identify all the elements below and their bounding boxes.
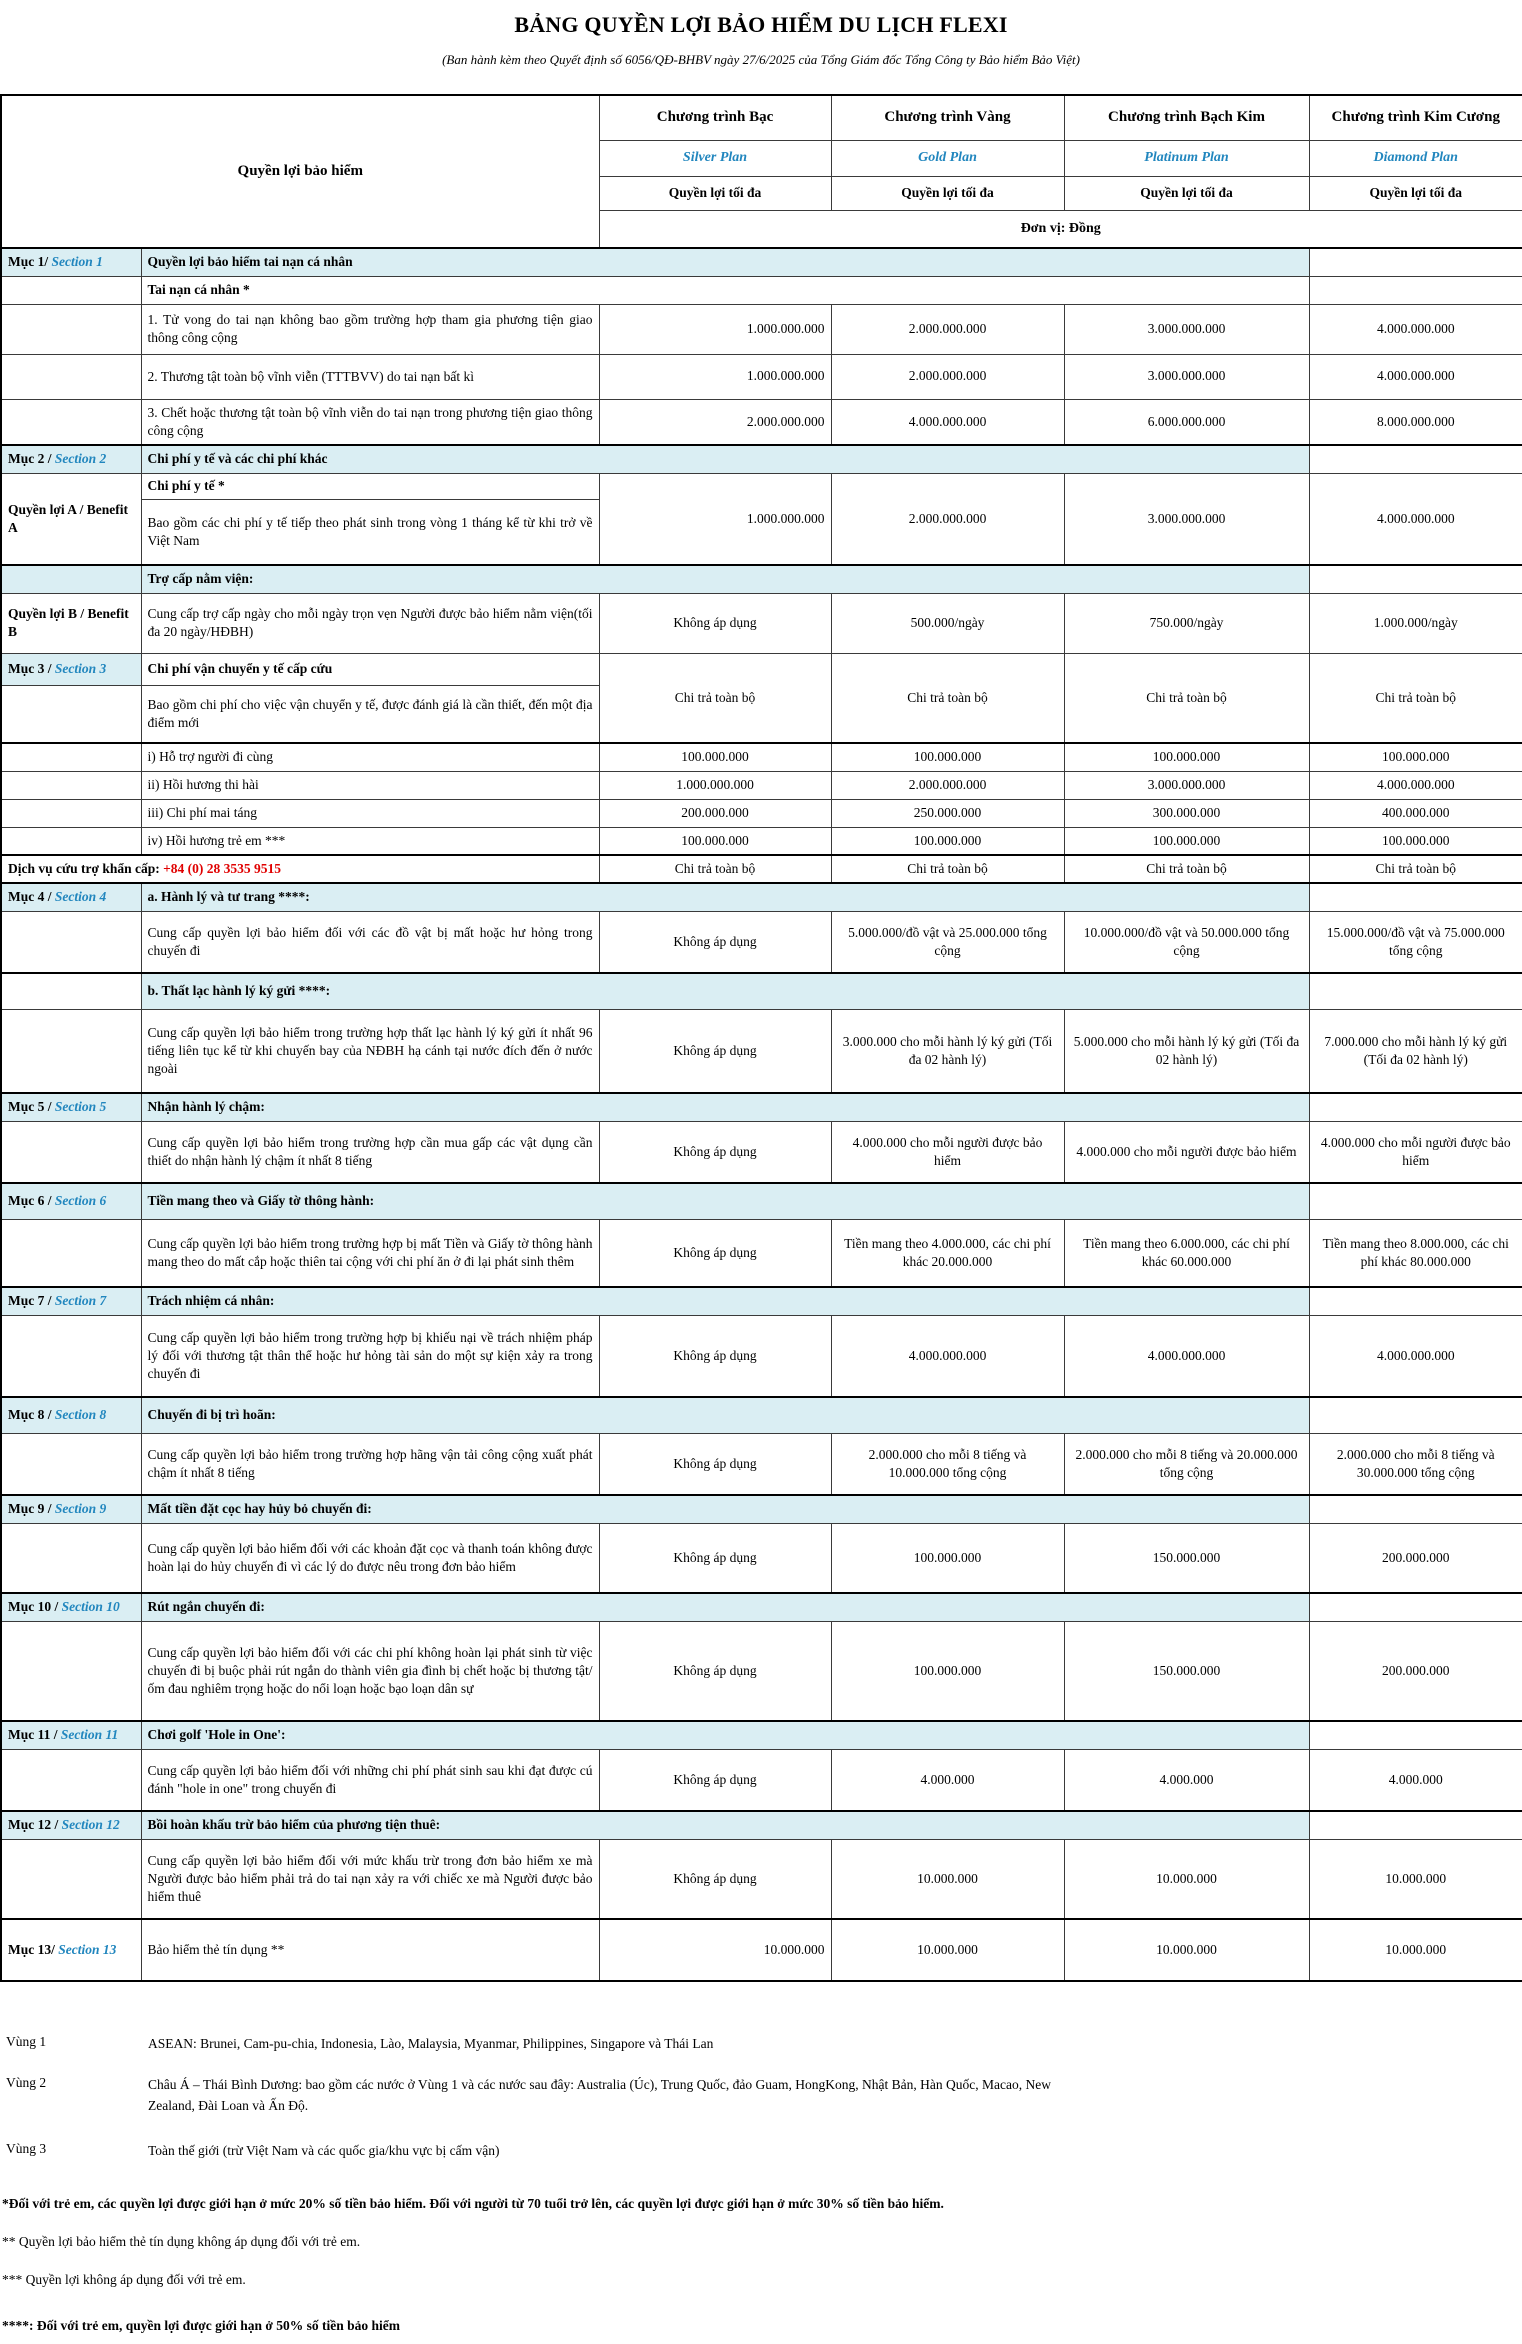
section-title: Chi phí y tế và các chi phí khác (141, 445, 1309, 473)
value-platinum: Chi trả toàn bộ (1064, 653, 1309, 743)
section-title: Tiền mang theo và Giấy tờ thông hành: (141, 1183, 1309, 1219)
value-diamond: 100.000.000 (1309, 827, 1522, 855)
value-silver: Chi trả toàn bộ (599, 653, 831, 743)
value-gold: Tiền mang theo 4.000.000, các chi phí khác 20.000.000 (831, 1219, 1064, 1287)
value-gold: 4.000.000.000 (831, 1315, 1064, 1397)
value-diamond: 10.000.000 (1309, 1839, 1522, 1919)
max-benefit-label: Quyền lợi tối đa (599, 176, 831, 210)
plan-header-silver: Chương trình Bạc (599, 95, 831, 140)
empty-cell (1, 1121, 141, 1183)
benefit-row (1, 593, 1522, 653)
emergency-phone: +84 (0) 28 3535 9515 (163, 861, 282, 876)
page-subtitle: (Ban hành kèm theo Quyết định số 6056/QĐ-BHBV ngày 27/6/2025 của Tổng Giám đốc Tổng Công ty Bảo hiểm Bảo Việt) (442, 52, 1080, 67)
value-gold: 5.000.000/đồ vật và 25.000.000 tổng cộng (831, 911, 1064, 973)
value-diamond: 7.000.000 cho mỗi hành lý ký gửi (Tối đa 02 hành lý) (1309, 1009, 1522, 1093)
region-text: Châu Á – Thái Bình Dương: bao gồm các nước ở Vùng 1 và các nước sau đây: Australia (Úc), Trung Quốc, đảo Guam, HongKong, Nhật Bản, Hàn Quốc, Macao, New Zealand, Đài Loan và Ấn Độ. (148, 2076, 1051, 2113)
plan-header-gold-en: Gold Plan (831, 140, 1064, 176)
value-gold: 2.000.000.000 (831, 354, 1064, 399)
section-row (1, 1811, 1522, 1839)
value-diamond: Chi trả toàn bộ (1309, 855, 1522, 883)
item-row (1, 827, 1522, 855)
section-text: Section 4 (54, 889, 107, 905)
benefit-row (1, 304, 1522, 354)
empty-cell (1, 304, 141, 354)
footnote-3star: *** Quyền lợi không áp dụng đối với trẻ em. (2, 2271, 246, 2287)
value-gold: 2.000.000 cho mỗi 8 tiếng và 10.000.000 tổng cộng (831, 1433, 1064, 1495)
footnote-4star: ****: Đối với trẻ em, quyền lợi được giới hạn ở 50% số tiền bảo hiểm (2, 2317, 400, 2333)
section-text: Section 13 (58, 1942, 117, 1957)
muc-text: Mục 12 / (8, 1817, 59, 1833)
section-title: a. Hành lý và tư trang ****: (141, 883, 1309, 911)
benefit-desc: Cung cấp quyền lợi bảo hiểm đối với mức khấu trừ trong đơn bảo hiểm xe mà Người được bảo hiểm phải trả do tai nạn xảy ra với chiếc xe mà Người được bảo hiểm thuê (141, 1839, 599, 1919)
empty-cell (1, 911, 141, 973)
region-label: Vùng 2 (6, 2074, 47, 2090)
value-platinum: 10.000.000 (1064, 1919, 1309, 1981)
region-text: ASEAN: Brunei, Cam-pu-chia, Indonesia, Lào, Malaysia, Myanmar, Philippines, Singapore và Thái Lan (148, 2036, 714, 2051)
value-gold: 2.000.000.000 (831, 304, 1064, 354)
empty-cell (1, 1839, 141, 1919)
value-diamond: 200.000.000 (1309, 1523, 1522, 1593)
benefit-desc: Bao gồm các chi phí y tế tiếp theo phát sinh trong vòng 1 tháng kể từ khi trở về Việt Nam (141, 499, 599, 565)
item-row (1, 771, 1522, 799)
value-diamond: 4.000.000.000 (1309, 473, 1522, 565)
benefit-desc: Cung cấp quyền lợi bảo hiểm trong trường hợp bị mất Tiền và Giấy tờ thông hành mang theo do mất cắp hoặc thiên tai cộng với chi phí ăn ở đi lại phát sinh thêm (141, 1219, 599, 1287)
empty-cell (1309, 1593, 1522, 1621)
section-title: Quyền lợi bảo hiểm tai nạn cá nhân (141, 248, 1309, 276)
empty-cell (1, 1009, 141, 1093)
value-diamond: 4.000.000 (1309, 1749, 1522, 1811)
value-platinum: 3.000.000.000 (1064, 354, 1309, 399)
section-title: Rút ngắn chuyến đi: (141, 1593, 1309, 1621)
benefit-head-row (1, 653, 1522, 685)
group-title: Tai nạn cá nhân * (141, 276, 1309, 304)
empty-cell (1309, 1093, 1522, 1121)
table-body (1, 248, 1522, 1981)
value-gold: 250.000.000 (831, 799, 1064, 827)
empty-cell (1309, 1495, 1522, 1523)
empty-cell (1, 1621, 141, 1721)
value-gold: 10.000.000 (831, 1839, 1064, 1919)
value-platinum: 5.000.000 cho mỗi hành lý ký gửi (Tối đa 02 hành lý) (1064, 1009, 1309, 1093)
empty-cell (1309, 1811, 1522, 1839)
muc-text: Mục 9 / (8, 1501, 52, 1517)
legend-row-region-3 (0, 2141, 1522, 2162)
benefit-desc: Bảo hiểm thẻ tín dụng ** (141, 1919, 599, 1981)
regions-legend (0, 2034, 1522, 2162)
benefit-head: Chi phí y tế * (141, 473, 599, 499)
value-diamond: 4.000.000.000 (1309, 1315, 1522, 1397)
section-text: Section 2 (54, 451, 107, 467)
value-gold: 4.000.000 (831, 1749, 1064, 1811)
benefit-desc: Cung cấp quyền lợi bảo hiểm trong trường hợp bị khiếu nại về trách nhiệm pháp lý đối với thương tật thân thể hoặc hư hỏng tài sản do một sự kiện xảy ra trong chuyến đi (141, 1315, 599, 1397)
emergency-cell (1, 855, 599, 883)
benefit-row (1, 399, 1522, 445)
muc-text: Mục 13/ (8, 1942, 55, 1957)
benefit-desc: Bao gồm chi phí cho việc vận chuyển y tế, được đánh giá là cần thiết, đến một địa điểm mới (141, 685, 599, 743)
empty-cell (1, 685, 141, 743)
benefit-desc: 2. Thương tật toàn bộ vĩnh viễn (TTTBVV) do tai nạn bất kì (141, 354, 599, 399)
muc-text: Mục 5 / (8, 1099, 52, 1115)
value-gold: 4.000.000.000 (831, 399, 1064, 445)
value-silver: Không áp dụng (599, 1121, 831, 1183)
empty-cell (1, 827, 141, 855)
empty-cell (1, 1523, 141, 1593)
max-benefit-label: Quyền lợi tối đa (1309, 176, 1522, 210)
section-title: Nhận hành lý chậm: (141, 1093, 1309, 1121)
benefit-row (1, 1009, 1522, 1093)
section-label-cell (1, 653, 141, 685)
section-label-cell (1, 1397, 141, 1433)
value-platinum: 3.000.000.000 (1064, 473, 1309, 565)
emergency-label: Dịch vụ cứu trợ khẩn cấp: (8, 861, 160, 876)
page-title: BẢNG QUYỀN LỢI BẢO HIỂM DU LỊCH FLEXI (514, 12, 1008, 37)
unit-label: Đơn vị: Đồng (599, 210, 1522, 248)
section-row (1, 1287, 1522, 1315)
benefit-head-row (1, 473, 1522, 499)
value-gold: 4.000.000 cho mỗi người được bảo hiểm (831, 1121, 1064, 1183)
section-label-cell (1, 1093, 141, 1121)
benefit-letter-label: Quyền lợi B / Benefit B (1, 593, 141, 653)
empty-cell (1, 354, 141, 399)
section-text: Section 9 (54, 1501, 107, 1517)
empty-cell (1309, 1287, 1522, 1315)
empty-cell (1309, 883, 1522, 911)
subsection-title: b. Thất lạc hành lý ký gửi ****: (141, 973, 1309, 1009)
value-diamond: 2.000.000 cho mỗi 8 tiếng và 30.000.000 tổng cộng (1309, 1433, 1522, 1495)
value-silver: Không áp dụng (599, 1621, 831, 1721)
benefit-column-title: Quyền lợi bảo hiểm (1, 95, 599, 248)
empty-cell (1, 799, 141, 827)
benefits-table (0, 94, 1522, 1982)
value-platinum: 300.000.000 (1064, 799, 1309, 827)
section-text: Section 1 (51, 254, 103, 270)
value-diamond: Chi trả toàn bộ (1309, 653, 1522, 743)
value-gold: Chi trả toàn bộ (831, 653, 1064, 743)
benefit-row (1, 354, 1522, 399)
subsection-row (1, 565, 1522, 593)
section-row (1, 1495, 1522, 1523)
empty-cell (1, 1433, 141, 1495)
section-row (1, 1183, 1522, 1219)
value-silver: 100.000.000 (599, 743, 831, 771)
value-platinum: 750.000/ngày (1064, 593, 1309, 653)
legend-row-region-2 (0, 2075, 1522, 2117)
max-benefit-label: Quyền lợi tối đa (1064, 176, 1309, 210)
value-silver: Không áp dụng (599, 1433, 831, 1495)
benefit-row (1, 1919, 1522, 1981)
benefit-desc: Cung cấp quyền lợi bảo hiểm đối với những chi phí phát sinh sau khi đạt được cú đánh "hole in one" trong chuyến đi (141, 1749, 599, 1811)
value-silver: Không áp dụng (599, 1749, 831, 1811)
empty-cell (1309, 973, 1522, 1009)
value-gold: 100.000.000 (831, 743, 1064, 771)
section-text: Section 6 (54, 1193, 107, 1209)
benefit-desc: iv) Hồi hương trẻ em *** (141, 827, 599, 855)
section-title: Mất tiền đặt cọc hay hủy bỏ chuyến đi: (141, 1495, 1309, 1523)
value-silver: Không áp dụng (599, 1315, 831, 1397)
empty-cell (1, 771, 141, 799)
section-title: Trách nhiệm cá nhân: (141, 1287, 1309, 1315)
section-title: Bồi hoàn khấu trừ bảo hiểm của phương tiện thuê: (141, 1811, 1309, 1839)
muc-text: Mục 1/ (8, 254, 49, 270)
benefit-row (1, 1219, 1522, 1287)
value-gold: 2.000.000.000 (831, 473, 1064, 565)
benefit-desc: i) Hỗ trợ người đi cùng (141, 743, 599, 771)
section-row (1, 883, 1522, 911)
benefit-desc: ii) Hồi hương thi hài (141, 771, 599, 799)
value-silver: 2.000.000.000 (599, 399, 831, 445)
value-platinum: 4.000.000 (1064, 1749, 1309, 1811)
benefit-row (1, 1433, 1522, 1495)
value-gold: 100.000.000 (831, 1523, 1064, 1593)
value-platinum: 3.000.000.000 (1064, 771, 1309, 799)
empty-cell (1309, 276, 1522, 304)
section-row (1, 1397, 1522, 1433)
plan-header-platinum: Chương trình Bạch Kim (1064, 95, 1309, 140)
section-text: Section 11 (60, 1727, 119, 1743)
max-benefit-label: Quyền lợi tối đa (831, 176, 1064, 210)
value-diamond: 8.000.000.000 (1309, 399, 1522, 445)
muc-text: Mục 2 / (8, 451, 52, 467)
empty-cell (1309, 565, 1522, 593)
value-silver: Không áp dụng (599, 911, 831, 973)
benefit-row (1, 1621, 1522, 1721)
value-platinum: 10.000.000/đồ vật và 50.000.000 tổng cộng (1064, 911, 1309, 973)
value-silver: Không áp dụng (599, 593, 831, 653)
value-diamond: Tiền mang theo 8.000.000, các chi phí khác 80.000.000 (1309, 1219, 1522, 1287)
plan-header-gold: Chương trình Vàng (831, 95, 1064, 140)
plan-header-diamond: Chương trình Kim Cương (1309, 95, 1522, 140)
value-diamond: 200.000.000 (1309, 1621, 1522, 1721)
footnotes (0, 2196, 1522, 2334)
benefit-desc: Cung cấp quyền lợi bảo hiểm đối với các chi phí không hoàn lại phát sinh từ việc chuyến đi bị buộc phải rút ngắn do thành viên gia đình bị chết hoặc bị thương tật/ốm đau nghiêm trọng hoặc do nổi loạn hoặc bạo loạn dân sự (141, 1621, 599, 1721)
section-text: Section 7 (54, 1293, 107, 1309)
benefit-desc: Cung cấp quyền lợi bảo hiểm trong trường hợp thất lạc hành lý ký gửi ít nhất 96 tiếng liên tục kể từ khi chuyến bay của NĐBH hạ cánh tại nước đích đến ở nước ngoài (141, 1009, 599, 1093)
empty-cell (1, 743, 141, 771)
section-text: Section 8 (54, 1407, 107, 1423)
value-diamond: 1.000.000/ngày (1309, 593, 1522, 653)
value-silver: 1.000.000.000 (599, 771, 831, 799)
value-silver: 10.000.000 (599, 1919, 831, 1981)
value-platinum: 4.000.000 cho mỗi người được bảo hiểm (1064, 1121, 1309, 1183)
benefit-desc: Cung cấp quyền lợi bảo hiểm trong trường hợp cần mua gấp các vật dụng cần thiết do nhận hành lý chậm ít nhất 8 tiếng (141, 1121, 599, 1183)
subsection-title: Trợ cấp nằm viện: (141, 565, 1309, 593)
section-text: Section 12 (61, 1817, 120, 1833)
section-label-cell (1, 883, 141, 911)
section-label-cell (1, 248, 141, 276)
empty-cell (1309, 1721, 1522, 1749)
value-silver: Không áp dụng (599, 1219, 831, 1287)
muc-text: Mục 10 / (8, 1599, 59, 1615)
section-label-cell (1, 1593, 141, 1621)
footnote-star: *Đối với trẻ em, các quyền lợi được giới hạn ở mức 20% số tiền bảo hiểm. Đối với người từ 70 tuổi trở lên, các quyền lợi được giới hạn ở mức 30% số tiền bảo hiểm. (2, 2195, 944, 2211)
value-silver: 1.000.000.000 (599, 354, 831, 399)
benefit-desc: Cung cấp quyền lợi bảo hiểm trong trường hợp hãng vận tải công cộng xuất phát chậm ít nhất 8 tiếng (141, 1433, 599, 1495)
benefit-row (1, 1315, 1522, 1397)
region-text: Toàn thế giới (trừ Việt Nam và các quốc gia/khu vực bị cấm vận) (148, 2142, 500, 2158)
section-label-cell (1, 1721, 141, 1749)
section-row (1, 1093, 1522, 1121)
section-title: Chơi golf 'Hole in One': (141, 1721, 1309, 1749)
section-label-cell (1, 1919, 141, 1981)
subsection-row (1, 973, 1522, 1009)
value-gold: 10.000.000 (831, 1919, 1064, 1981)
empty-cell (1309, 1183, 1522, 1219)
table-header (1, 95, 1522, 248)
benefit-desc: Cung cấp quyền lợi bảo hiểm đối với các đồ vật bị mất hoặc hư hỏng trong chuyến đi (141, 911, 599, 973)
value-diamond: 400.000.000 (1309, 799, 1522, 827)
section-label-cell (1, 1287, 141, 1315)
value-silver: 1.000.000.000 (599, 304, 831, 354)
benefit-row (1, 1523, 1522, 1593)
value-platinum: Tiền mang theo 6.000.000, các chi phí khác 60.000.000 (1064, 1219, 1309, 1287)
section-label-cell (1, 1495, 141, 1523)
value-gold: 100.000.000 (831, 827, 1064, 855)
muc-text: Mục 6 / (8, 1193, 52, 1209)
page (0, 12, 1522, 2334)
benefit-desc: iii) Chi phí mai táng (141, 799, 599, 827)
muc-text: Mục 8 / (8, 1407, 52, 1423)
plan-header-silver-en: Silver Plan (599, 140, 831, 176)
value-platinum: 10.000.000 (1064, 1839, 1309, 1919)
item-row (1, 743, 1522, 771)
benefit-row (1, 1839, 1522, 1919)
section-text: Section 10 (61, 1599, 120, 1615)
value-gold: 500.000/ngày (831, 593, 1064, 653)
empty-cell (1309, 445, 1522, 473)
value-silver: Không áp dụng (599, 1009, 831, 1093)
section-title: Chuyến đi bị trì hoãn: (141, 1397, 1309, 1433)
section-label-cell (1, 445, 141, 473)
value-diamond: 100.000.000 (1309, 743, 1522, 771)
benefit-desc: Cung cấp quyền lợi bảo hiểm đối với các khoản đặt cọc và thanh toán không được hoàn lại do hủy chuyến đi vì các lý do được nêu trong đơn bảo hiểm (141, 1523, 599, 1593)
value-silver: 1.000.000.000 (599, 473, 831, 565)
benefit-desc: 1. Tử vong do tai nạn không bao gồm trường hợp tham gia phương tiện giao thông công cộng (141, 304, 599, 354)
empty-cell (1309, 1397, 1522, 1433)
value-platinum: 100.000.000 (1064, 827, 1309, 855)
section-row (1, 445, 1522, 473)
section-row (1, 248, 1522, 276)
value-platinum: 150.000.000 (1064, 1621, 1309, 1721)
footnote-2star: ** Quyền lợi bảo hiểm thẻ tín dụng không áp dụng đối với trẻ em. (2, 2233, 361, 2249)
value-silver: 100.000.000 (599, 827, 831, 855)
benefit-row (1, 1121, 1522, 1183)
section-text: Section 3 (54, 661, 107, 676)
empty-cell (1, 565, 141, 593)
value-diamond: 15.000.000/đồ vật và 75.000.000 tổng cộng (1309, 911, 1522, 973)
muc-text: Mục 7 / (8, 1293, 52, 1309)
value-gold: 100.000.000 (831, 1621, 1064, 1721)
value-diamond: 4.000.000.000 (1309, 304, 1522, 354)
group-title-row (1, 276, 1522, 304)
value-gold: 2.000.000.000 (831, 771, 1064, 799)
plan-header-diamond-en: Diamond Plan (1309, 140, 1522, 176)
item-row (1, 799, 1522, 827)
value-platinum: 100.000.000 (1064, 743, 1309, 771)
emergency-row (1, 855, 1522, 883)
empty-cell (1, 276, 141, 304)
empty-cell (1309, 248, 1522, 276)
benefit-letter-label: Quyền lợi A / Benefit A (1, 473, 141, 565)
value-diamond: 4.000.000 cho mỗi người được bảo hiểm (1309, 1121, 1522, 1183)
value-diamond: 4.000.000.000 (1309, 354, 1522, 399)
empty-cell (1, 399, 141, 445)
benefit-head: Chi phí vận chuyển y tế cấp cứu (141, 653, 599, 685)
empty-cell (1, 1315, 141, 1397)
section-text: Section 5 (54, 1099, 107, 1115)
muc-text: Mục 3 / (8, 661, 52, 676)
value-silver: 200.000.000 (599, 799, 831, 827)
value-platinum: 2.000.000 cho mỗi 8 tiếng và 20.000.000 tổng cộng (1064, 1433, 1309, 1495)
region-label: Vùng 3 (6, 2140, 47, 2156)
value-gold: 3.000.000 cho mỗi hành lý ký gửi (Tối đa 02 hành lý) (831, 1009, 1064, 1093)
value-platinum: 3.000.000.000 (1064, 304, 1309, 354)
section-row (1, 1593, 1522, 1621)
benefit-desc: Cung cấp trợ cấp ngày cho mỗi ngày trọn vẹn Người được bảo hiểm nằm viện(tối đa 20 ngày/HĐBH) (141, 593, 599, 653)
value-silver: Chi trả toàn bộ (599, 855, 831, 883)
value-platinum: 4.000.000.000 (1064, 1315, 1309, 1397)
legend-row-region-1 (0, 2034, 1522, 2055)
empty-cell (1, 973, 141, 1009)
value-diamond: 4.000.000.000 (1309, 771, 1522, 799)
value-platinum: Chi trả toàn bộ (1064, 855, 1309, 883)
value-diamond: 10.000.000 (1309, 1919, 1522, 1981)
benefit-desc: 3. Chết hoặc thương tật toàn bộ vĩnh viễn do tai nạn trong phương tiện giao thông công cộng (141, 399, 599, 445)
section-label-cell (1, 1811, 141, 1839)
section-label-cell (1, 1183, 141, 1219)
value-gold: Chi trả toàn bộ (831, 855, 1064, 883)
muc-text: Mục 4 / (8, 889, 52, 905)
region-label: Vùng 1 (6, 2034, 47, 2049)
value-platinum: 6.000.000.000 (1064, 399, 1309, 445)
value-silver: Không áp dụng (599, 1523, 831, 1593)
value-silver: Không áp dụng (599, 1839, 831, 1919)
benefit-row (1, 1749, 1522, 1811)
value-platinum: 150.000.000 (1064, 1523, 1309, 1593)
section-row (1, 1721, 1522, 1749)
benefit-row (1, 911, 1522, 973)
plan-header-platinum-en: Platinum Plan (1064, 140, 1309, 176)
muc-text: Mục 11 / (8, 1727, 58, 1743)
empty-cell (1, 1219, 141, 1287)
empty-cell (1, 1749, 141, 1811)
